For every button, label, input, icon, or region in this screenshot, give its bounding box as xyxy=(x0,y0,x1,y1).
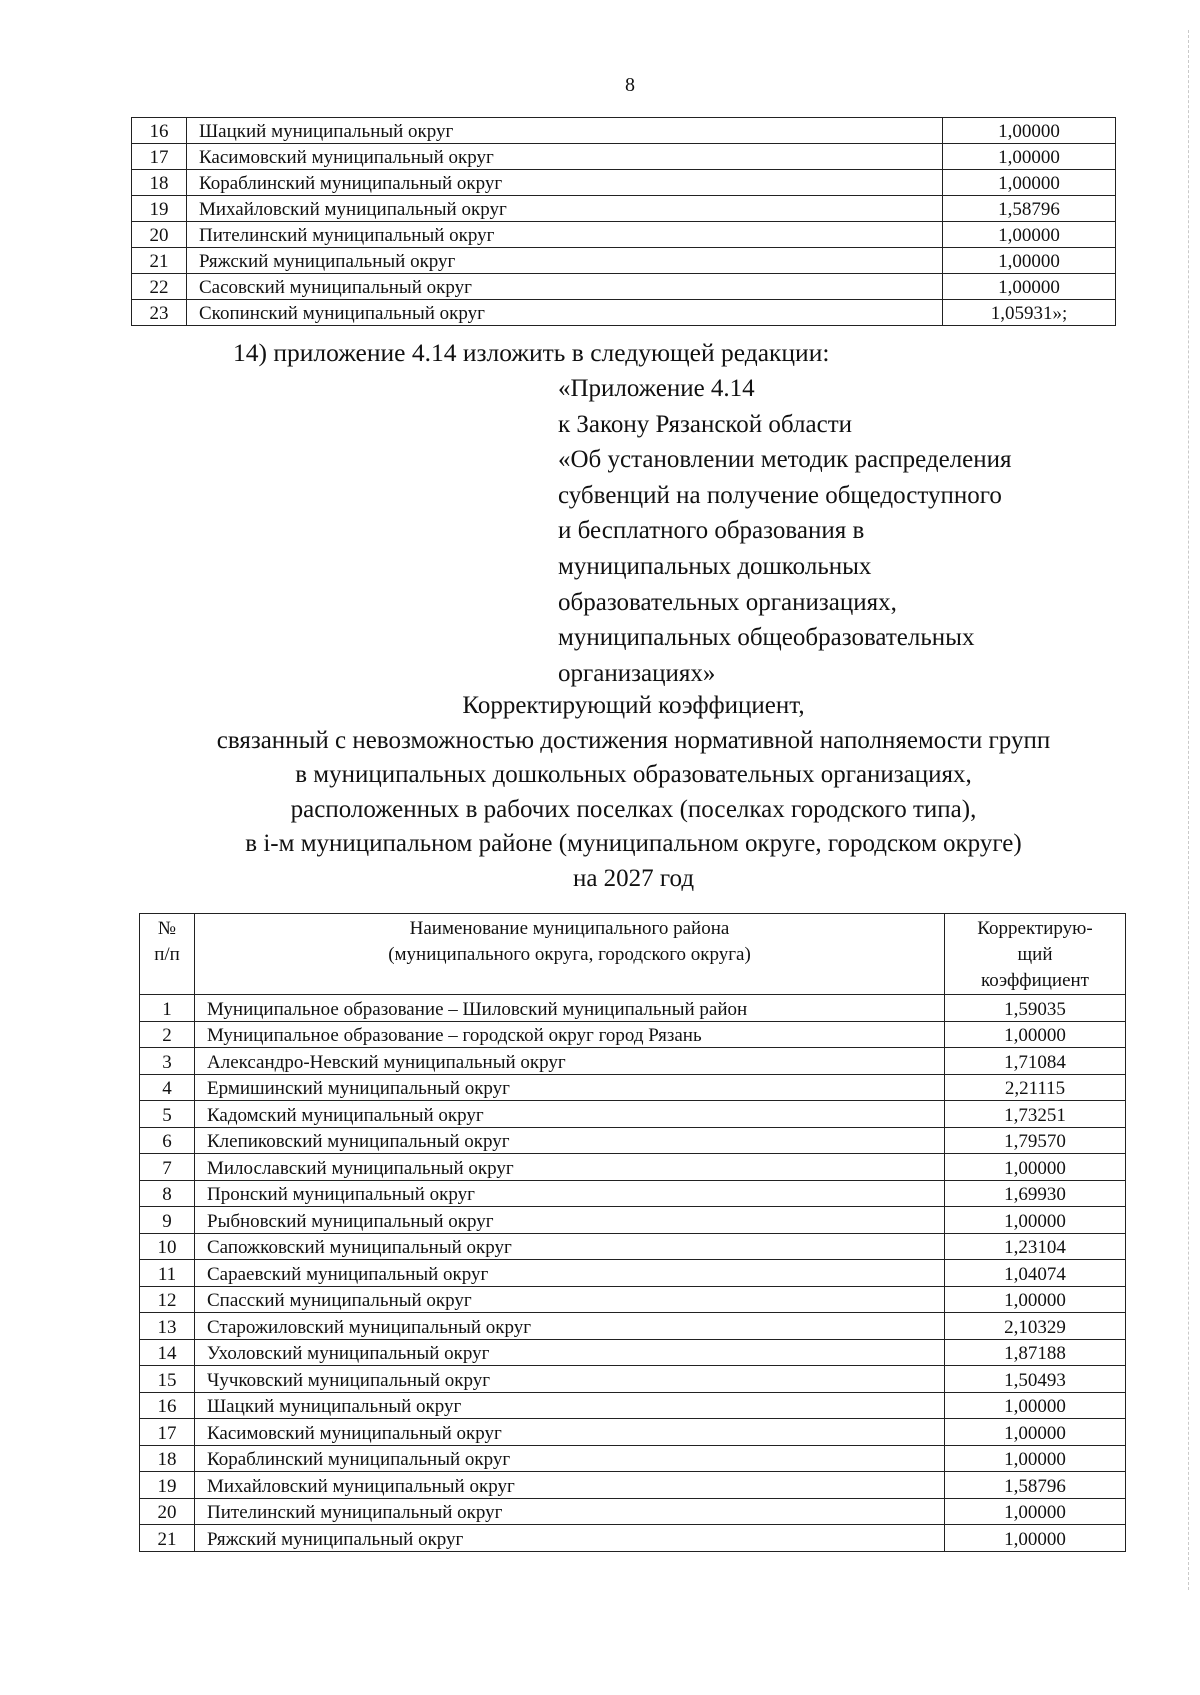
appendix-header-line: «Об установлении методик распределения xyxy=(558,446,1012,474)
appendix-header-line: организациях» xyxy=(558,659,716,687)
row-name: Сапожковский муниципальный округ xyxy=(195,1233,945,1260)
row-number: 1 xyxy=(140,995,195,1022)
row-name: Михайловский муниципальный округ xyxy=(195,1472,945,1499)
header-coefficient-line: Корректирую- xyxy=(977,918,1093,939)
heading-line: на 2027 год xyxy=(572,864,695,892)
row-coefficient: 1,00000 xyxy=(945,1392,1126,1419)
row-name: Ряжский муниципальный округ xyxy=(195,1525,945,1552)
row-coefficient: 1,23104 xyxy=(945,1233,1126,1260)
row-number: 20 xyxy=(140,1498,195,1525)
appendix-header-line: образовательных организациях, xyxy=(558,588,897,616)
row-name: Александро-Невский муниципальный округ xyxy=(195,1048,945,1075)
table-row xyxy=(140,1021,1126,1048)
row-coefficient: 1,69930 xyxy=(945,1180,1126,1207)
header-num-line: п/п xyxy=(154,944,180,965)
row-number: 22 xyxy=(132,274,187,300)
row-number: 23 xyxy=(132,300,187,326)
row-number: 2 xyxy=(140,1021,195,1048)
table-row xyxy=(140,1419,1126,1446)
row-coefficient: 1,00000 xyxy=(943,222,1116,248)
row-number: 11 xyxy=(140,1260,195,1287)
appendix-header xyxy=(558,371,1012,691)
appendix-header-line: к Закону Рязанской области xyxy=(558,410,852,438)
row-coefficient: 1,00000 xyxy=(945,1498,1126,1525)
row-number: 4 xyxy=(140,1074,195,1101)
row-number: 14 xyxy=(140,1339,195,1366)
coefficient-table xyxy=(139,913,1126,1552)
row-name: Старожиловский муниципальный округ xyxy=(195,1313,945,1340)
row-coefficient: 1,00000 xyxy=(943,170,1116,196)
row-coefficient: 1,58796 xyxy=(945,1472,1126,1499)
table-row xyxy=(132,118,1116,144)
table-row xyxy=(132,144,1116,170)
table-row xyxy=(140,1154,1126,1181)
row-number: 21 xyxy=(132,248,187,274)
row-number: 20 xyxy=(132,222,187,248)
row-coefficient: 1,00000 xyxy=(943,144,1116,170)
row-coefficient: 2,10329 xyxy=(945,1313,1126,1340)
heading-line: Корректирующий коэффициент, xyxy=(462,692,805,719)
row-coefficient: 1,00000 xyxy=(943,248,1116,274)
table-row xyxy=(132,170,1116,196)
row-number: 19 xyxy=(132,196,187,222)
row-coefficient: 1,00000 xyxy=(945,1154,1126,1181)
header-coefficient xyxy=(945,914,1126,995)
table-row xyxy=(140,1445,1126,1472)
coefficient-table-continued xyxy=(131,117,1116,326)
row-coefficient: 1,00000 xyxy=(945,1286,1126,1313)
amendment-text: 14) приложение 4.14 изложить в следующей редакции: xyxy=(233,338,830,367)
scan-edge-mark xyxy=(1188,30,1192,1590)
table-row xyxy=(140,995,1126,1022)
row-coefficient: 1,87188 xyxy=(945,1339,1126,1366)
table-row xyxy=(140,1207,1126,1234)
row-name: Спасский муниципальный округ xyxy=(195,1286,945,1313)
table-row xyxy=(140,1392,1126,1419)
header-num xyxy=(140,914,195,995)
row-coefficient: 1,00000 xyxy=(945,1445,1126,1472)
row-name: Клепиковский муниципальный округ xyxy=(195,1127,945,1154)
appendix-header-line: и бесплатного образования в xyxy=(558,517,865,545)
row-coefficient: 1,71084 xyxy=(945,1048,1126,1075)
table-row xyxy=(132,248,1116,274)
table-row xyxy=(140,1498,1126,1525)
row-name: Ухоловский муниципальный округ xyxy=(195,1339,945,1366)
row-number: 15 xyxy=(140,1366,195,1393)
table-row xyxy=(140,1101,1126,1128)
row-number: 7 xyxy=(140,1154,195,1181)
heading-line: в муниципальных дошкольных образовательных организациях, xyxy=(295,761,972,788)
row-coefficient: 1,05931»; xyxy=(943,300,1116,326)
row-coefficient: 2,21115 xyxy=(945,1074,1126,1101)
row-name: Муниципальное образование – городской округ город Рязань xyxy=(195,1021,945,1048)
table-row xyxy=(140,1048,1126,1075)
row-coefficient: 1,04074 xyxy=(945,1260,1126,1287)
table-row xyxy=(140,1233,1126,1260)
table-row xyxy=(132,222,1116,248)
table-row xyxy=(132,300,1116,326)
page-number: 8 xyxy=(625,74,635,96)
row-name: Пителинский муниципальный округ xyxy=(187,222,943,248)
row-name: Сасовский муниципальный округ xyxy=(187,274,943,300)
row-number: 10 xyxy=(140,1233,195,1260)
row-coefficient: 1,00000 xyxy=(945,1021,1126,1048)
table-header-row xyxy=(140,914,1126,995)
table-row xyxy=(140,1525,1126,1552)
table-row xyxy=(140,1260,1126,1287)
row-name: Чучковский муниципальный округ xyxy=(195,1366,945,1393)
table-heading xyxy=(140,689,1127,896)
row-number: 19 xyxy=(140,1472,195,1499)
appendix-header-line: «Приложение 4.14 xyxy=(558,375,755,402)
row-number: 17 xyxy=(132,144,187,170)
table-row xyxy=(132,196,1116,222)
row-number: 3 xyxy=(140,1048,195,1075)
row-coefficient: 1,79570 xyxy=(945,1127,1126,1154)
row-number: 21 xyxy=(140,1525,195,1552)
row-name: Милославский муниципальный округ xyxy=(195,1154,945,1181)
row-name: Шацкий муниципальный округ xyxy=(195,1392,945,1419)
header-num-line: № xyxy=(157,918,177,939)
row-number: 6 xyxy=(140,1127,195,1154)
row-coefficient: 1,00000 xyxy=(945,1525,1126,1552)
row-number: 16 xyxy=(140,1392,195,1419)
header-coefficient-line: коэффициент xyxy=(981,970,1089,991)
appendix-header-line: муниципальных дошкольных xyxy=(558,552,872,580)
row-coefficient: 1,00000 xyxy=(945,1419,1126,1446)
row-name: Кораблинский муниципальный округ xyxy=(187,170,943,196)
row-name: Кадомский муниципальный округ xyxy=(195,1101,945,1128)
table-row xyxy=(140,1339,1126,1366)
row-name: Рыбновский муниципальный округ xyxy=(195,1207,945,1234)
header-name-line: (муниципального округа, городского округа) xyxy=(388,944,751,965)
appendix-header-line: муниципальных общеобразовательных xyxy=(558,624,975,652)
appendix-header-line: субвенций на получение общедоступного xyxy=(558,481,1002,509)
heading-line: расположенных в рабочих поселках (поселках городского типа), xyxy=(290,795,977,823)
row-number: 8 xyxy=(140,1180,195,1207)
table-row xyxy=(140,1286,1126,1313)
row-number: 12 xyxy=(140,1286,195,1313)
row-name: Кораблинский муниципальный округ xyxy=(195,1445,945,1472)
row-name: Пителинский муниципальный округ xyxy=(195,1498,945,1525)
header-name xyxy=(195,914,945,995)
heading-line: в i-м муниципальном районе (муниципальном округе, городском округе) xyxy=(245,830,1022,857)
row-name: Касимовский муниципальный округ xyxy=(195,1419,945,1446)
header-name-line: Наименование муниципального района xyxy=(409,918,730,939)
coefficient-table-body xyxy=(140,995,1126,1552)
table-row xyxy=(140,1074,1126,1101)
row-coefficient: 1,73251 xyxy=(945,1101,1126,1128)
row-coefficient: 1,00000 xyxy=(945,1207,1126,1234)
row-name: Пронский муниципальный округ xyxy=(195,1180,945,1207)
row-number: 5 xyxy=(140,1101,195,1128)
row-number: 16 xyxy=(132,118,187,144)
table-row xyxy=(140,1313,1126,1340)
row-number: 17 xyxy=(140,1419,195,1446)
heading-line: связанный с невозможностью достижения нормативной наполняемости групп xyxy=(216,726,1051,754)
row-name: Ермишинский муниципальный округ xyxy=(195,1074,945,1101)
row-number: 18 xyxy=(132,170,187,196)
row-name: Касимовский муниципальный округ xyxy=(187,144,943,170)
row-coefficient: 1,50493 xyxy=(945,1366,1126,1393)
row-name: Сараевский муниципальный округ xyxy=(195,1260,945,1287)
row-number: 9 xyxy=(140,1207,195,1234)
row-name: Ряжский муниципальный округ xyxy=(187,248,943,274)
table-row xyxy=(140,1472,1126,1499)
row-coefficient: 1,00000 xyxy=(943,274,1116,300)
header-coefficient-line: щий xyxy=(1017,944,1053,965)
table-row xyxy=(140,1366,1126,1393)
row-name: Шацкий муниципальный округ xyxy=(187,118,943,144)
row-coefficient: 1,58796 xyxy=(943,196,1116,222)
row-name: Михайловский муниципальный округ xyxy=(187,196,943,222)
table-row xyxy=(132,274,1116,300)
table-row xyxy=(140,1127,1126,1154)
row-name: Скопинский муниципальный округ xyxy=(187,300,943,326)
row-coefficient: 1,00000 xyxy=(943,118,1116,144)
row-name: Муниципальное образование – Шиловский муниципальный район xyxy=(195,995,945,1022)
row-number: 13 xyxy=(140,1313,195,1340)
table-row xyxy=(140,1180,1126,1207)
coefficient-table-continued-body xyxy=(132,118,1116,326)
row-number: 18 xyxy=(140,1445,195,1472)
row-coefficient: 1,59035 xyxy=(945,995,1126,1022)
